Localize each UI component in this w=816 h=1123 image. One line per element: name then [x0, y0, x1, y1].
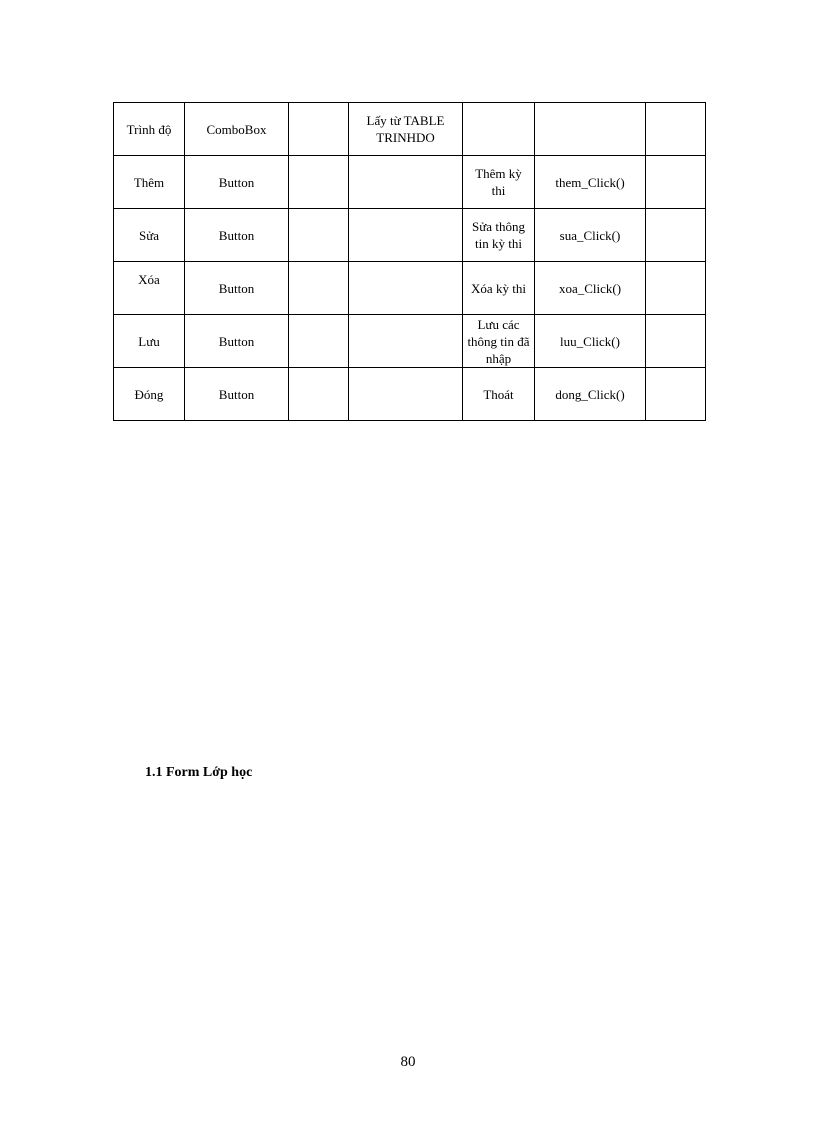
description-cell: Xóa kỳ thi — [463, 262, 535, 315]
empty-cell — [289, 315, 349, 368]
empty-cell — [646, 103, 706, 156]
empty-cell — [646, 368, 706, 421]
control-name-cell: Đóng — [114, 368, 185, 421]
empty-cell — [289, 262, 349, 315]
description-cell: Lưu các thông tin đã nhập — [463, 315, 535, 368]
description-cell: Thêm kỳ thi — [463, 156, 535, 209]
data-source-cell — [349, 209, 463, 262]
control-name-cell: Thêm — [114, 156, 185, 209]
table-row — [114, 315, 706, 368]
empty-cell — [289, 156, 349, 209]
empty-cell — [646, 156, 706, 209]
data-source-cell — [349, 156, 463, 209]
empty-cell — [289, 103, 349, 156]
empty-cell — [646, 262, 706, 315]
event-handler-cell: luu_Click() — [535, 315, 646, 368]
empty-cell — [646, 209, 706, 262]
control-type-cell: Button — [185, 156, 289, 209]
empty-cell — [289, 209, 349, 262]
empty-cell — [289, 368, 349, 421]
empty-cell — [646, 315, 706, 368]
table-row — [114, 156, 706, 209]
control-type-cell: Button — [185, 209, 289, 262]
data-source-cell — [349, 368, 463, 421]
control-name-cell: Lưu — [114, 315, 185, 368]
section-heading: 1.1 Form Lớp học — [145, 765, 253, 780]
table-row — [114, 262, 706, 315]
event-handler-cell — [535, 103, 646, 156]
description-cell: Thoát — [463, 368, 535, 421]
data-source-cell — [349, 315, 463, 368]
table-row — [114, 103, 706, 156]
data-source-cell: Lấy từ TABLE TRINHDO — [349, 103, 463, 156]
page-number: 80 — [400, 1054, 416, 1070]
table-row — [114, 209, 706, 262]
control-spec-table — [113, 102, 706, 421]
event-handler-cell: xoa_Click() — [535, 262, 646, 315]
event-handler-cell: sua_Click() — [535, 209, 646, 262]
control-type-cell: ComboBox — [185, 103, 289, 156]
control-type-cell: Button — [185, 368, 289, 421]
event-handler-cell: them_Click() — [535, 156, 646, 209]
control-name-cell: Trình độ — [114, 103, 185, 156]
data-source-cell — [349, 262, 463, 315]
description-cell — [463, 103, 535, 156]
control-name-cell: Xóa — [114, 262, 185, 315]
control-type-cell: Button — [185, 262, 289, 315]
description-cell: Sửa thông tin kỳ thi — [463, 209, 535, 262]
table-row — [114, 368, 706, 421]
control-type-cell: Button — [185, 315, 289, 368]
control-name-cell: Sửa — [114, 209, 185, 262]
event-handler-cell: dong_Click() — [535, 368, 646, 421]
